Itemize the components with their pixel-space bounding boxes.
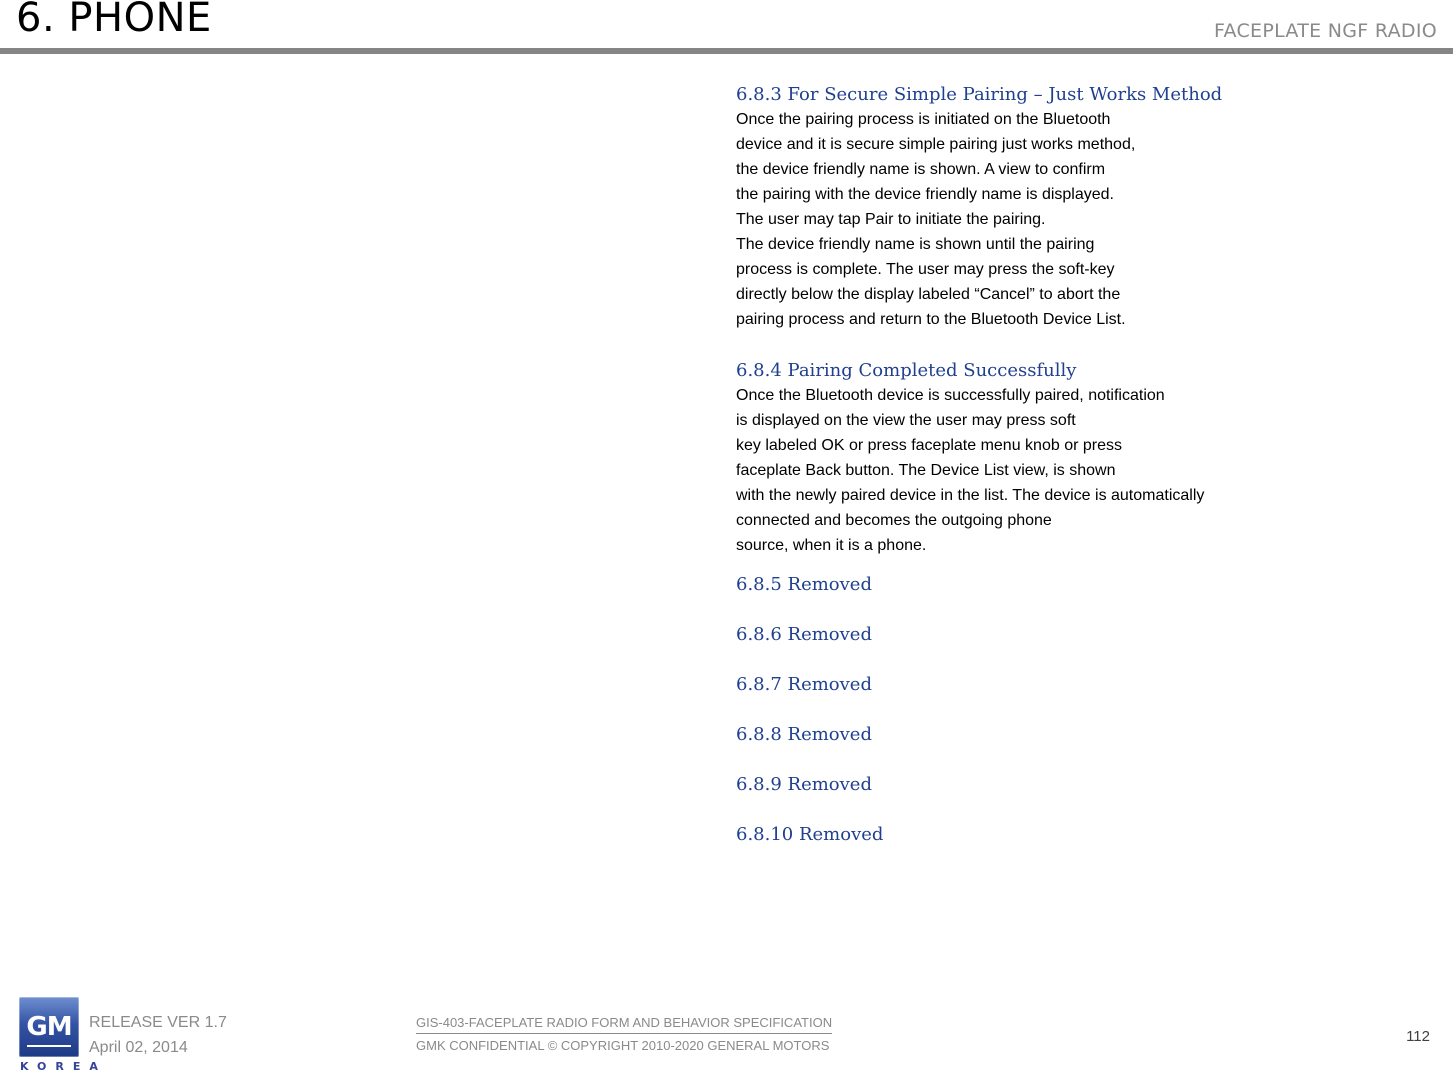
release-version: RELEASE VER 1.7 <box>89 1014 227 1031</box>
page-number: 112 <box>1406 1028 1430 1045</box>
copyright-notice: GMK CONFIDENTIAL © COPYRIGHT 2010-2020 GENERAL MOTORS <box>416 1038 830 1053</box>
section-heading-6-8-4: 6.8.4 Pairing Completed Successfully <box>736 360 1077 381</box>
section-body-6-8-4 <box>736 383 1436 558</box>
spec-info <box>416 1014 832 1054</box>
section-heading-6-8-9: 6.8.9 Removed <box>736 774 872 795</box>
body-line: The user may tap Pair to initiate the pairing. <box>736 211 1046 228</box>
page-title: 6. PHONE <box>16 0 212 41</box>
release-info <box>89 1010 227 1060</box>
body-line: directly below the display labeled “Cancel” to abort the <box>736 286 1121 303</box>
logo-underline <box>27 1045 71 1047</box>
body-line: pairing process and return to the Bluetooth Device List. <box>736 311 1126 328</box>
body-line: with the newly paired device in the list. The device is automatically <box>736 487 1205 504</box>
section-heading-6-8-5: 6.8.5 Removed <box>736 574 872 595</box>
section-heading-6-8-10: 6.8.10 Removed <box>736 824 884 845</box>
spec-title: GIS-403-FACEPLATE RADIO FORM AND BEHAVIOR SPECIFICATION <box>416 1014 832 1034</box>
body-line: the pairing with the device friendly name is displayed. <box>736 186 1114 203</box>
gm-logo-icon <box>19 997 79 1057</box>
body-line: source, when it is a phone. <box>736 537 927 554</box>
section-heading-6-8-7: 6.8.7 Removed <box>736 674 872 695</box>
body-line: Once the pairing process is initiated on the Bluetooth <box>736 111 1111 128</box>
body-line: The device friendly name is shown until the pairing <box>736 236 1095 253</box>
content-column <box>736 83 1436 860</box>
document-label: FACEPLATE NGF RADIO <box>1214 20 1437 42</box>
body-line: the device friendly name is shown. A view to confirm <box>736 161 1106 178</box>
body-line: device and it is secure simple pairing just works method, <box>736 136 1136 153</box>
body-line: process is complete. The user may press the soft-key <box>736 261 1115 278</box>
header-divider <box>0 48 1453 54</box>
logo-text: GM <box>26 1012 72 1042</box>
logo-country: KOREA <box>20 1060 107 1073</box>
body-line: key labeled OK or press faceplate menu knob or press <box>736 437 1122 454</box>
body-line: faceplate Back button. The Device List view, is shown <box>736 462 1116 479</box>
release-date: April 02, 2014 <box>89 1039 188 1056</box>
section-heading-6-8-8: 6.8.8 Removed <box>736 724 872 745</box>
section-body-6-8-3 <box>736 107 1436 332</box>
body-line: connected and becomes the outgoing phone <box>736 512 1052 529</box>
body-line: is displayed on the view the user may press soft <box>736 412 1076 429</box>
section-heading-6-8-6: 6.8.6 Removed <box>736 624 872 645</box>
section-heading-6-8-3: 6.8.3 For Secure Simple Pairing – Just Works Method <box>736 84 1223 105</box>
body-line: Once the Bluetooth device is successfully paired, notification <box>736 387 1165 404</box>
